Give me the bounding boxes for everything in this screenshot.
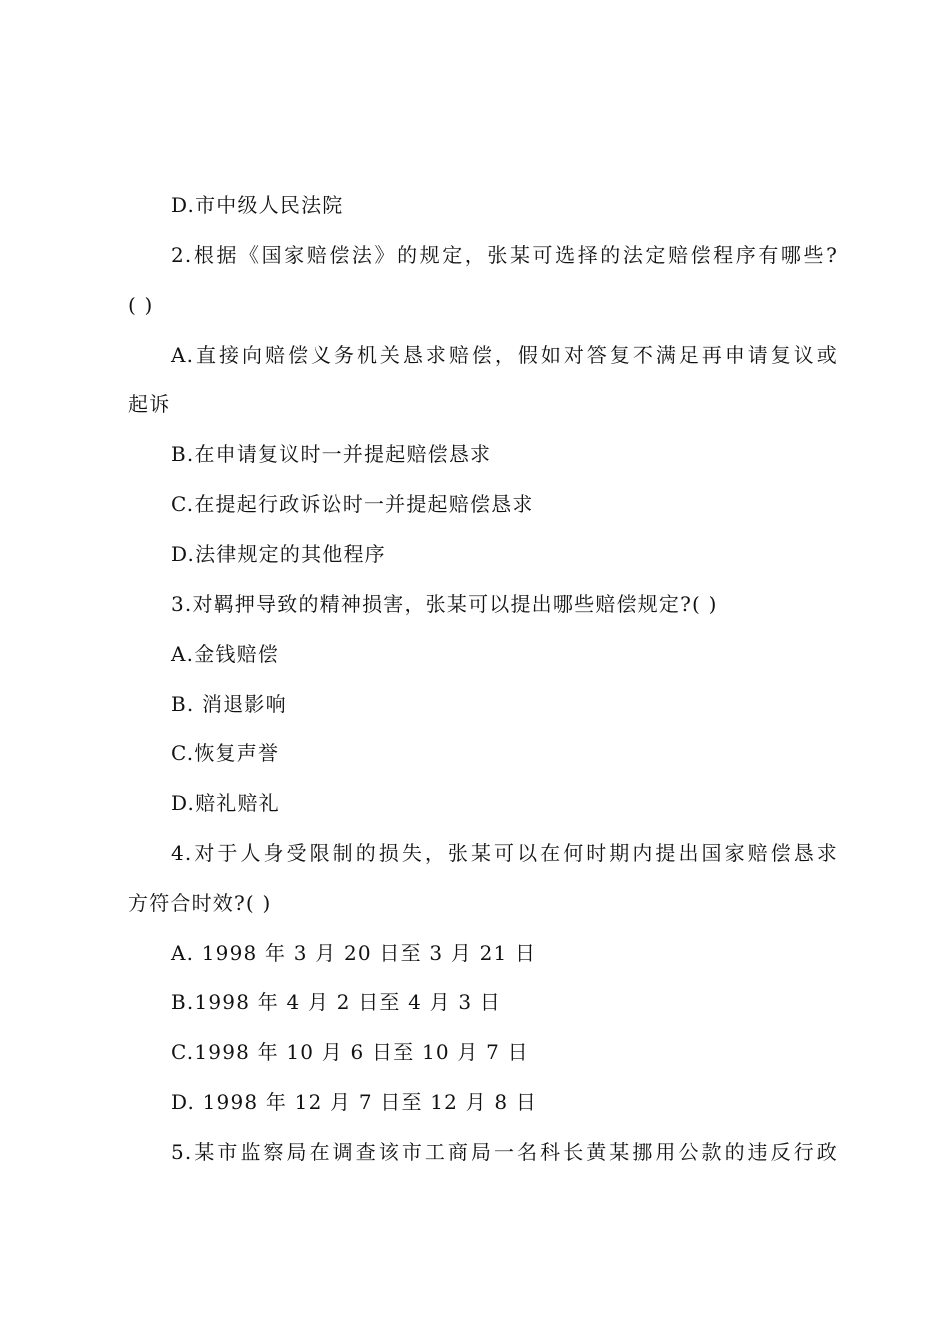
option-3c: C.恢复声誉 xyxy=(171,741,280,765)
option-2a-cont: 起诉 xyxy=(128,392,171,416)
option-4a: A. 1998 年 3 月 20 日至 3 月 21 日 xyxy=(171,941,537,965)
question-4: 4.对于人身受限制的损失，张某可以在何时期内提出国家赔偿恳求 xyxy=(171,841,838,865)
option-4c: C.1998 年 10 月 6 日至 10 月 7 日 xyxy=(171,1040,529,1064)
question-4-cont: 方符合时效?( ) xyxy=(128,891,272,915)
question-5: 5.某市监察局在调查该市工商局一名科长黄某挪用公款的违反行政 xyxy=(171,1140,838,1164)
question-3: 3.对羁押导致的精神损害，张某可以提出哪些赔偿规定?( ) xyxy=(171,592,718,616)
option-2b: B.在申请复议时一并提起赔偿恳求 xyxy=(171,442,492,466)
option-2d: D.法律规定的其他程序 xyxy=(171,542,386,566)
option-2a: A.直接向赔偿义务机关恳求赔偿，假如对答复不满足再申请复议或 xyxy=(171,343,838,367)
option-3d: D.赔礼赔礼 xyxy=(171,791,280,815)
option-3b: B. 消退影响 xyxy=(171,692,287,716)
option-4b: B.1998 年 4 月 2 日至 4 月 3 日 xyxy=(171,990,502,1014)
option-3a: A.金钱赔偿 xyxy=(171,642,280,666)
question-2-paren: ( ) xyxy=(128,293,154,317)
option-2c: C.在提起行政诉讼时一并提起赔偿恳求 xyxy=(171,492,534,516)
question-2: 2.根据《国家赔偿法》的规定，张某可选择的法定赔偿程序有哪些? xyxy=(171,243,838,267)
option-1d: D.市中级人民法院 xyxy=(171,193,344,217)
option-4d: D. 1998 年 12 月 7 日至 12 月 8 日 xyxy=(171,1090,538,1114)
